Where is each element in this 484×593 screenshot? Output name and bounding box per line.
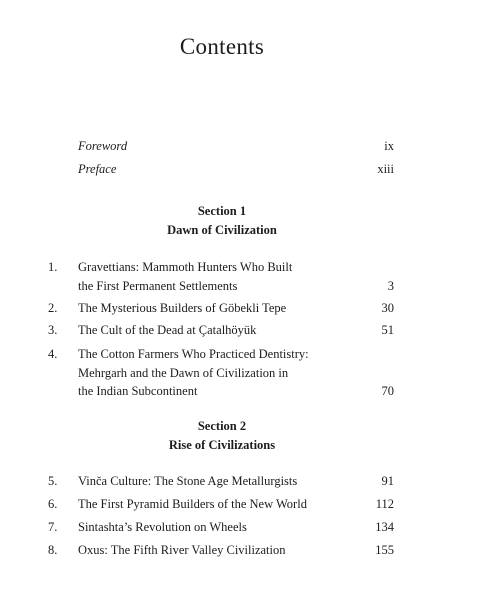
chapter-title [78, 495, 348, 514]
entry-page-number: 30 [381, 301, 394, 315]
section-label: Section 1 [197, 204, 247, 218]
toc-entry-chapter-4[interactable] [48, 345, 394, 401]
entry-page-number: 70 [381, 384, 394, 399]
chapter-title-line: Oxus: The Fifth River Valley Civilization [78, 543, 286, 557]
section-name: Dawn of Civilization [167, 223, 277, 237]
entry-page-number: 155 [375, 543, 394, 557]
section-name: Rise of Civilizations [168, 438, 276, 452]
chapter-number: 3. [48, 323, 58, 337]
chapter-title-line: The Mysterious Builders of Göbekli Tepe [78, 301, 287, 315]
chapter-number: 5. [48, 474, 58, 488]
chapter-title-line: Gravettians: Mammoth Hunters Who Built [78, 260, 293, 274]
chapter-title [78, 321, 348, 340]
entry-page-number: 91 [381, 474, 394, 488]
entry-title: Preface [78, 162, 117, 176]
entry-page-number: 51 [381, 323, 394, 337]
chapter-title-line: the Indian Subcontinent [78, 384, 198, 399]
chapter-number: 8. [48, 543, 58, 557]
chapter-title [78, 518, 348, 537]
chapter-number: 6. [48, 497, 58, 511]
chapter-title [78, 345, 348, 401]
chapter-number: 4. [48, 347, 58, 361]
toc-entry-foreword[interactable] [78, 139, 394, 154]
chapter-title [78, 472, 348, 491]
entry-title: Foreword [78, 139, 128, 153]
section-heading [0, 417, 444, 455]
chapter-title-line: Vinča Culture: The Stone Age Metallurgists [78, 474, 298, 488]
chapter-title [78, 299, 348, 318]
chapter-title-line: The Cotton Farmers Who Practiced Dentistry: [78, 347, 309, 361]
toc-entry-chapter-3[interactable] [48, 321, 394, 340]
toc-entry-chapter-1[interactable] [48, 258, 394, 296]
section-heading [0, 202, 444, 240]
entry-page-number: 134 [375, 520, 394, 534]
chapter-title-line: The Cult of the Dead at Çatalhöyük [78, 323, 257, 337]
chapter-number: 7. [48, 520, 58, 534]
chapter-title-line: Sintashta’s Revolution on Wheels [78, 520, 247, 534]
entry-page-number: ix [384, 139, 394, 153]
entry-page-number: 3 [387, 278, 394, 293]
toc-entry-chapter-2[interactable] [48, 299, 394, 318]
chapter-title [78, 541, 348, 560]
chapter-title [78, 258, 348, 295]
chapter-title-line: Mehrgarh and the Dawn of Civilization in [78, 365, 289, 380]
chapter-title-line: The First Pyramid Builders of the New World [78, 497, 307, 511]
chapter-number: 1. [48, 260, 58, 274]
toc-entry-preface[interactable] [78, 162, 394, 177]
page-title: Contents [179, 34, 265, 59]
chapter-title-line: the First Permanent Settlements [78, 278, 238, 293]
entry-page-number: xiii [377, 162, 394, 176]
entry-page-number: 112 [375, 497, 394, 511]
toc-entry-chapter-6[interactable] [48, 495, 394, 514]
section-label: Section 2 [197, 419, 247, 433]
toc-entry-chapter-7[interactable] [48, 518, 394, 537]
chapter-number: 2. [48, 301, 58, 315]
toc-entry-chapter-5[interactable] [48, 472, 394, 491]
toc-entry-chapter-8[interactable] [48, 541, 394, 560]
